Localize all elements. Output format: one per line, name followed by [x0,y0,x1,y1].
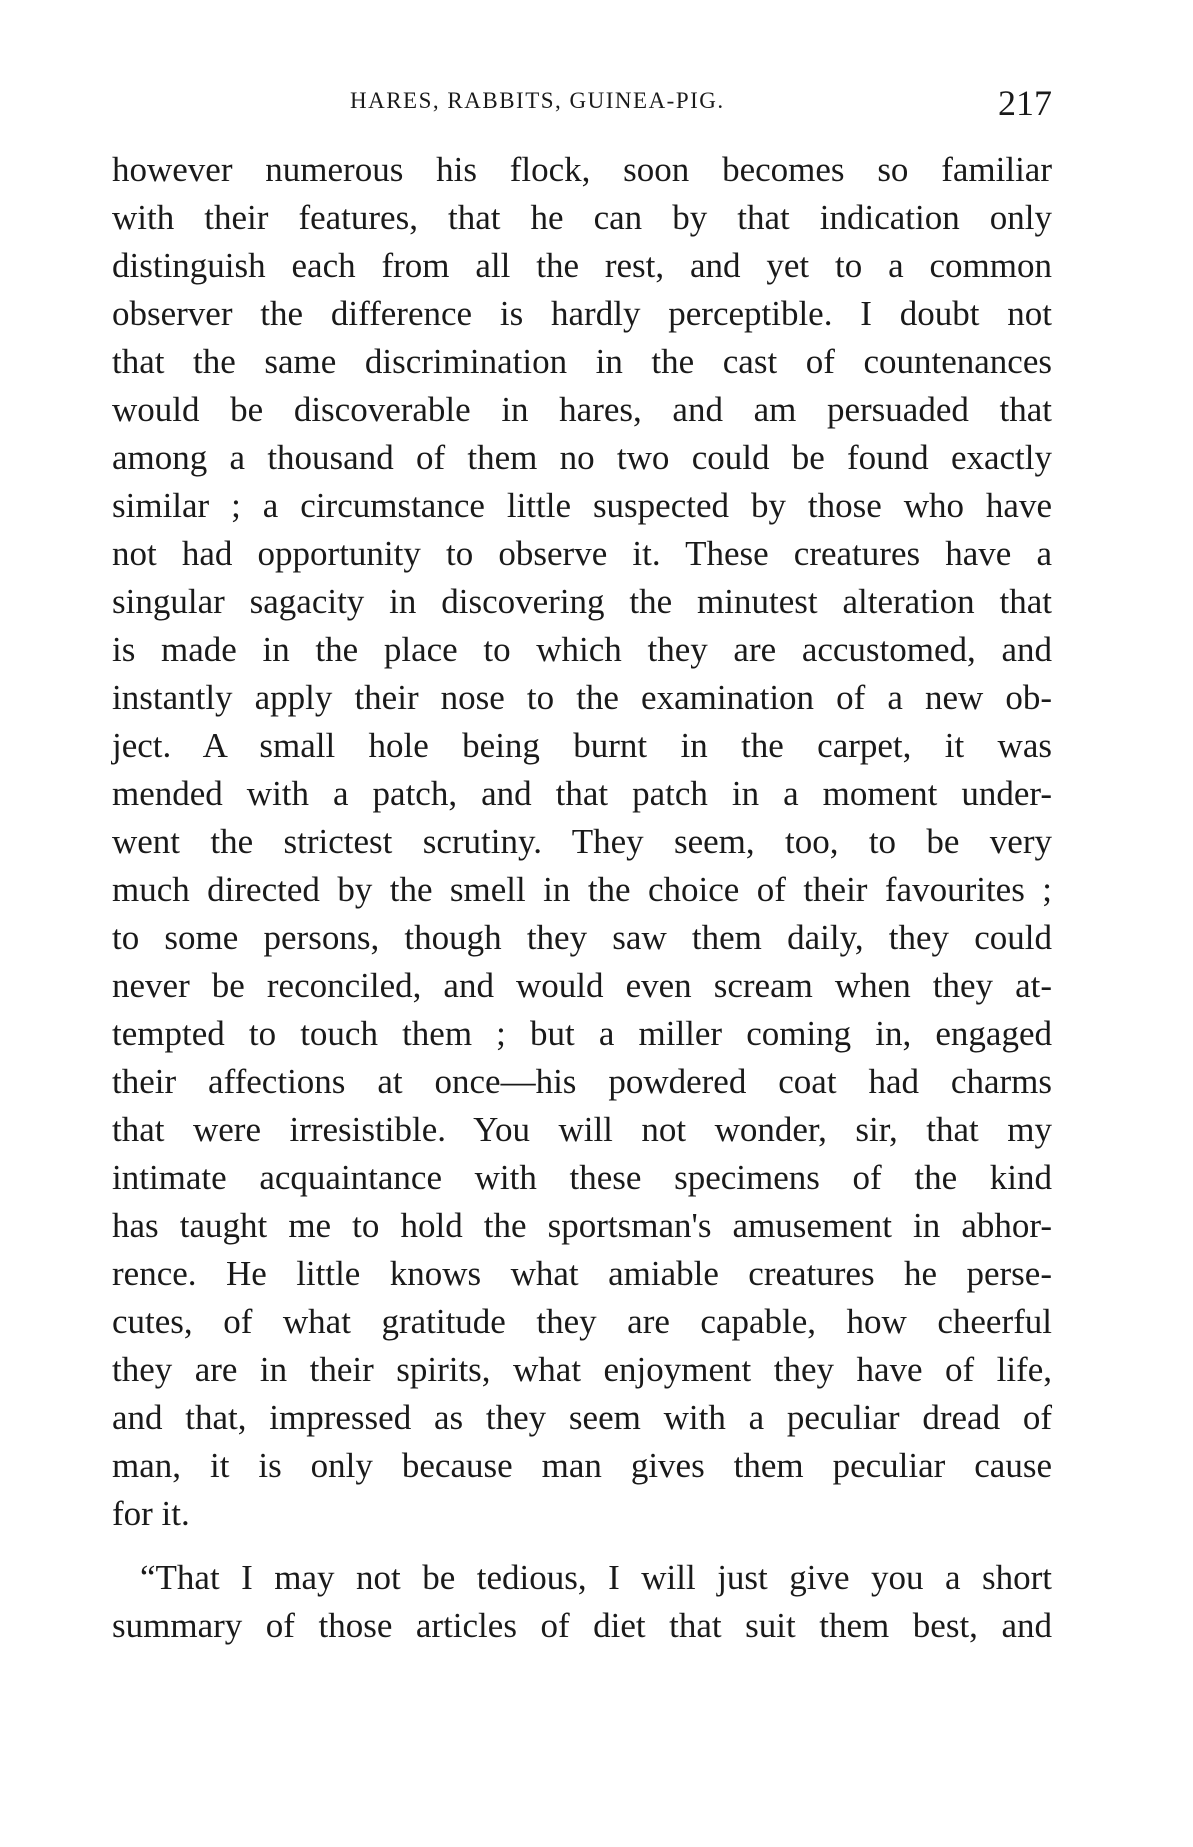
text-line: cutes, of what gratitude they are capable, how cheerful [112,1302,1052,1341]
text-line: among a thousand of them no two could be found exactly [112,438,1052,477]
text-line: singular sagacity in discovering the minutest alteration that [112,582,1052,621]
text-line: rence. He little knows what amiable creatures he perse- [112,1254,1052,1293]
page-number: 217 [998,83,1052,123]
text-line: much directed by the smell in the choice of their favourites ; [112,870,1052,909]
text-line: never be reconciled, and would even scream when they at- [112,966,1052,1005]
text-line: intimate acquaintance with these specimens of the kind [112,1158,1052,1197]
paragraph-1 [112,146,1052,1538]
text-line: for it. [112,1494,190,1533]
text-line: tempted to touch them ; but a miller coming in, engaged [112,1014,1052,1053]
text-line: observer the difference is hardly perceptible. I doubt not [112,294,1052,333]
text-line: man, it is only because man gives them peculiar cause [112,1446,1052,1485]
text-line: mended with a patch, and that patch in a moment under- [112,774,1052,813]
text-line: not had opportunity to observe it. These creatures have a [112,534,1052,573]
text-line: would be discoverable in hares, and am persuaded that [112,390,1052,429]
text-line: summary of those articles of diet that suit them best, and [112,1606,1052,1645]
running-title: HARES, RABBITS, GUINEA-PIG. [350,88,725,113]
text-line: with their features, that he can by that indication only [112,198,1052,237]
text-line: ject. A small hole being burnt in the carpet, it was [112,726,1052,765]
text-line: “That I may not be tedious, I will just give you a short [140,1558,1052,1597]
text-line: that the same discrimination in the cast of countenances [112,342,1052,381]
text-line: similar ; a circumstance little suspected by those who have [112,486,1052,525]
body-text [112,146,1052,1650]
text-line: their affections at once—his powdered coat had charms [112,1062,1052,1101]
text-line: however numerous his flock, soon becomes so familiar [112,150,1052,189]
text-line: to some persons, though they saw them daily, they could [112,918,1052,957]
text-line: has taught me to hold the sportsman's amusement in abhor- [112,1206,1052,1245]
text-line: instantly apply their nose to the examination of a new ob- [112,678,1052,717]
text-line: that were irresistible. You will not wonder, sir, that my [112,1110,1052,1149]
text-line: they are in their spirits, what enjoyment they have of life, [112,1350,1052,1389]
text-line: went the strictest scrutiny. They seem, too, to be very [112,822,1052,861]
text-line: is made in the place to which they are accustomed, and [112,630,1052,669]
paragraph-2 [112,1554,1052,1650]
page-header [112,82,1052,122]
text-line: and that, impressed as they seem with a peculiar dread of [112,1398,1052,1437]
text-line: distinguish each from all the rest, and yet to a common [112,246,1052,285]
